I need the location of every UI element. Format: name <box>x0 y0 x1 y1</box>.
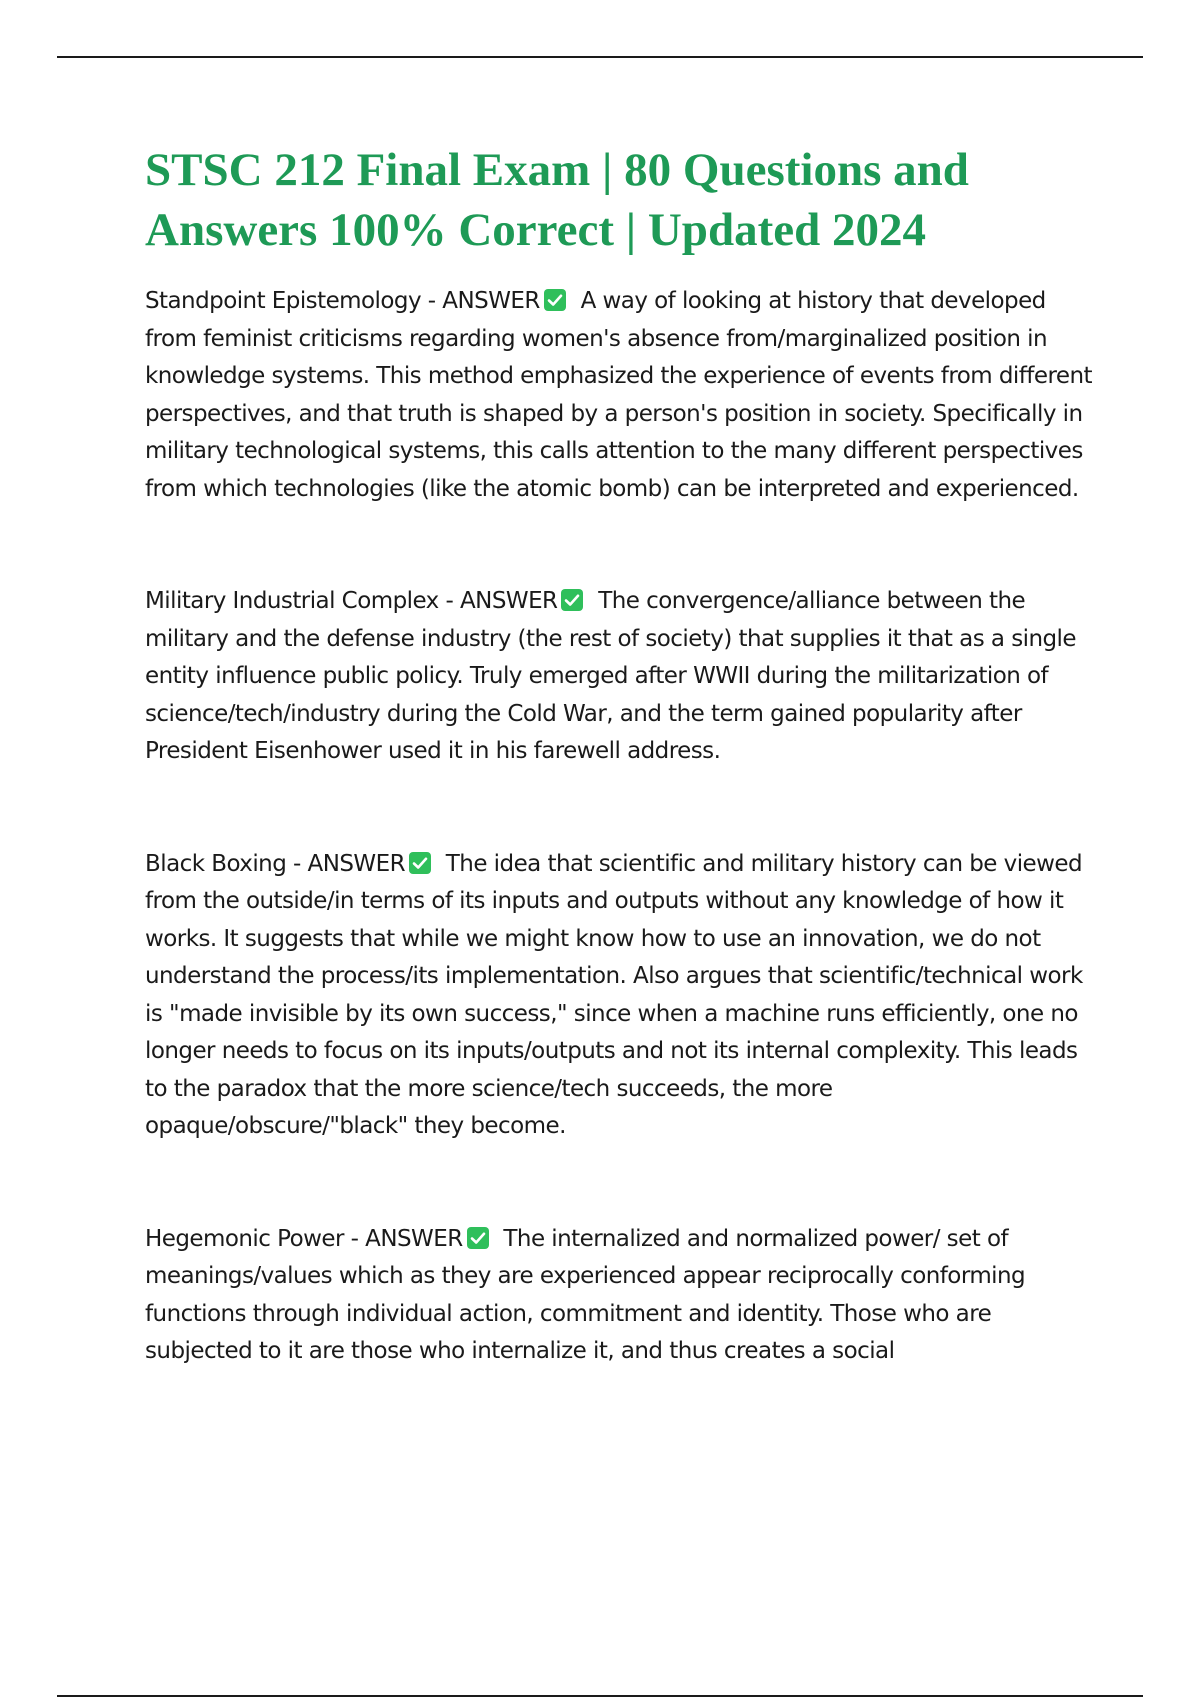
entry-term: Black Boxing - ANSWER <box>145 850 406 877</box>
check-box-icon <box>544 289 566 311</box>
qa-entry <box>145 583 1095 771</box>
check-box-icon <box>409 852 431 874</box>
document-title: STSC 212 Final Exam | 80 Questions and Answers 100% Correct | Updated 2024 <box>145 144 969 256</box>
top-rule <box>57 56 1143 58</box>
qa-entry <box>145 1221 1095 1371</box>
entry-answer: The convergence/alliance between the military and the defense industry (the rest of society) that supplies it that as a single entity influence public policy. Truly emerged after WWII during the militarization of science/tech/industry during the Cold War, and the term gained popularity after President Eisenhower used it in his farewell address. <box>145 588 1076 764</box>
entry-answer: A way of looking at history that developed from feminist criticisms regarding women's absence from/marginalized position in knowledge systems. This method emphasized the experience of events from different perspectives, and that truth is shaped by a person's position in society. Specifically in military technological systems, this calls attention to the many different perspectives from which technologies (like the atomic bomb) can be interpreted and experienced. <box>145 288 1092 502</box>
bottom-rule <box>57 1695 1143 1697</box>
qa-entry <box>145 283 1095 508</box>
check-box-icon <box>561 589 583 611</box>
qa-entry <box>145 846 1095 1146</box>
entry-term: Military Industrial Complex - ANSWER <box>145 588 558 614</box>
entry-answer: The internalized and normalized power/ set of meanings/values which as they are experienced appear reciprocally conforming functions through individual action, commitment and identity. Those who are subjected to it are those who internalize it, and thus creates a social <box>145 1225 1026 1364</box>
check-box-icon <box>467 1227 489 1249</box>
entry-answer: The idea that scientific and military history can be viewed from the outside/in terms of its inputs and outputs without any knowledge of how it works. It suggests that while we might know how to use an innovation, we do not understand the process/its implementation. Also argues that scientific/technical work is "made invisible by its own success," since when a machine runs efficiently, one no longer needs to focus on its inputs/outputs and not its internal complexity. This leads to the paradox that the more science/tech succeeds, the more opaque/obscure/"black" they become. <box>145 850 1083 1139</box>
entry-term: Hegemonic Power - ANSWER <box>145 1225 463 1252</box>
entry-term: Standpoint Epistemology - ANSWER <box>145 288 540 314</box>
qa-list <box>145 283 1095 1446</box>
